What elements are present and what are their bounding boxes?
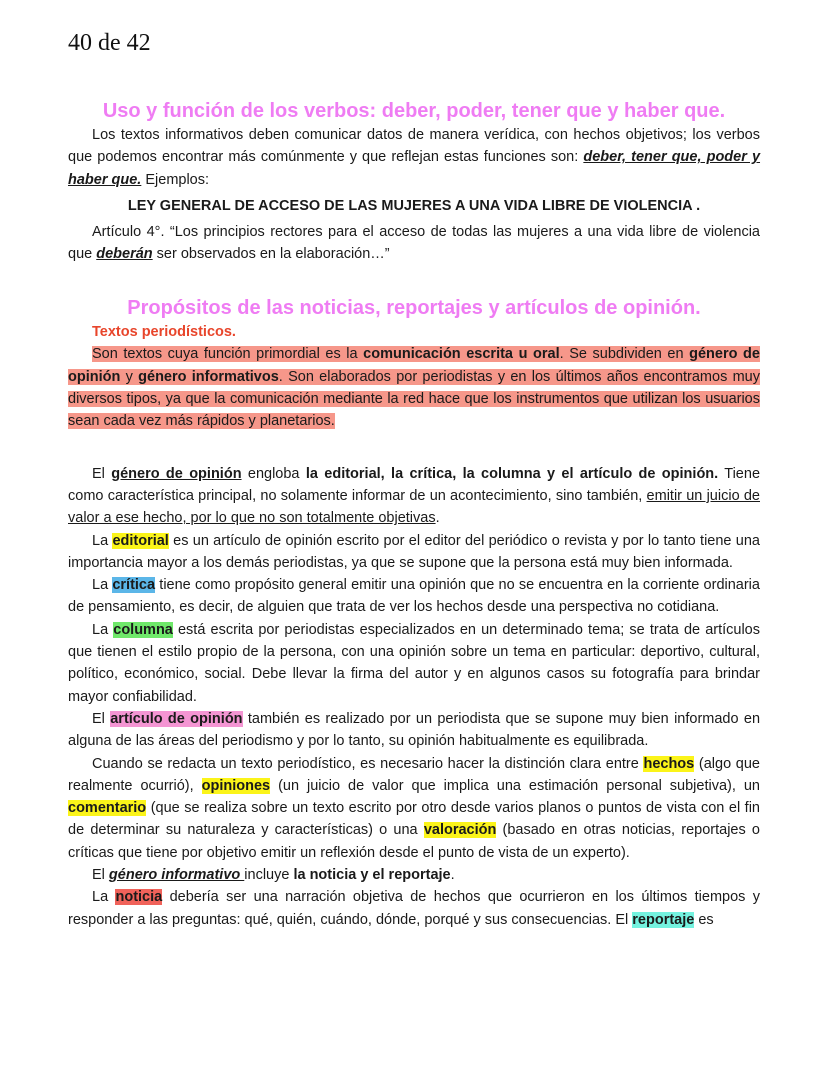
term-informative-genre: género informativo — [108, 867, 245, 884]
term-editorial: editorial — [112, 532, 169, 549]
term-noticia: noticia — [115, 889, 163, 906]
term-valoracion: valoración — [423, 822, 497, 839]
paragraph-editorial: La editorial es un artículo de opinión escrito por el editor del periódico o revista y por lo tanto tiene una importancia mayor a los demás periodistas, ya que se supone que la persona está muy bien informada. — [68, 532, 760, 571]
document-body — [68, 98, 760, 931]
paragraph-articulo-opinion: El artículo de opinión también es realizado por un periodista que se supone muy bien informado en alguna de las áreas del periodismo y por lo tanto, su opinión habitualmente es equilibrada. — [68, 710, 761, 750]
paragraph-verbs-intro: Los textos informativos deben comunicar datos de manera verídica, con hechos objetivos; los verbos que podemos encontrar más comúnmente y que reflejan estas funciones son: deber, tener que, poder y haber que. Ejemplos: — [68, 127, 761, 188]
paragraph-distinctions: Cuando se redacta un texto periodístico, es necesario hacer la distinción clara entre hechos (algo que realmente ocurrió), opiniones (un juicio de valor que implica una estimación personal subjetiva), un comentario (que se realiza sobre un texto escrito por otro desde varios planos o puntos de vista con el fin de determinar su naturaleza y características) o una valoración (basado en otras noticias, reportajes o críticas que tiene por objetivo emitir un reflexión desde el punto de vista de un experto). — [68, 755, 760, 861]
paragraph-columna: La columna está escrita por periodistas especializados en un determinado tema; se trata de artículos que tienen el estilo propio de la persona, con una opinión sobre un tema en particular: deportivo, cultural, político, económico, social. Debe llevar la firma del autor y en algunos casos su fotografía para brindar mayor confiabilidad. — [68, 621, 760, 705]
term-columna: columna — [113, 621, 173, 638]
term-reportaje: reportaje — [632, 911, 695, 928]
paragraph-noticia: La noticia debería ser una narración objetiva de hechos que ocurrieron en los últimos tiempos y responder a las preguntas: qué, quién, cuándo, dónde, porqué y sus consecuencias. El reportaje es — [68, 889, 760, 928]
paragraph-opinion-genre: El género de opinión engloba la editorial, la crítica, la columna y el artículo de opinión. Tiene como característica principal, no solamente informar de un acontecimiento, sino también, emitir un juicio de valor a ese hecho, por lo que no son totalmente objetivas. — [68, 465, 761, 527]
term-hechos: hechos — [643, 755, 695, 772]
page-counter: 40 de 42 — [68, 30, 151, 56]
law-title: LEY GENERAL DE ACCESO DE LAS MUJERES A UNA VIDA LIBRE DE VIOLENCIA . — [127, 197, 701, 214]
section-title-verbs: Uso y función de los verbos: deber, poder, tener que y haber que. — [102, 100, 726, 122]
paragraph-journalistic-definition: Son textos cuya función primordial es la comunicación escrita u oral. Se subdividen en género de opinión y género informativos. Son elaborados por periodistas y en los últimos años encontramos muy diversos tipos, ya que la comunicación mediante la red hace que los instrumentos que utilizan los usuarios sean cada vez más rápidos y planetarios. — [68, 346, 760, 430]
term-opiniones: opiniones — [201, 777, 271, 794]
paragraph-informative-genre: El género informativo incluye la noticia y el reportaje. — [92, 867, 455, 884]
paragraph-article-4: Artículo 4°. “Los principios rectores para el acceso de todas las mujeres a una vida libre de violencia que deberán ser observados en la elaboración…” — [68, 223, 760, 263]
term-opinion-genre: género de opinión — [111, 465, 242, 482]
term-articulo-opinion: artículo de opinión — [110, 710, 243, 727]
verb-deberan: deberán — [96, 246, 153, 263]
section-title-purposes: Propósitos de las noticias, reportajes y artículos de opinión. — [127, 297, 701, 320]
subtitle-journalistic-texts: Textos periodísticos. — [92, 324, 236, 341]
term-comentario: comentario — [68, 800, 147, 817]
paragraph-critica: La crítica tiene como propósito general emitir una opinión que no se encuentra en la corriente ordinaria de pensamiento, es decir, de alguien que trata de ver los hechos desde una perspectiva no cotidiana. — [68, 577, 760, 616]
term-critica: crítica — [112, 577, 156, 594]
verbs-emphasis: deber, tener que, poder y haber que. — [68, 149, 761, 188]
